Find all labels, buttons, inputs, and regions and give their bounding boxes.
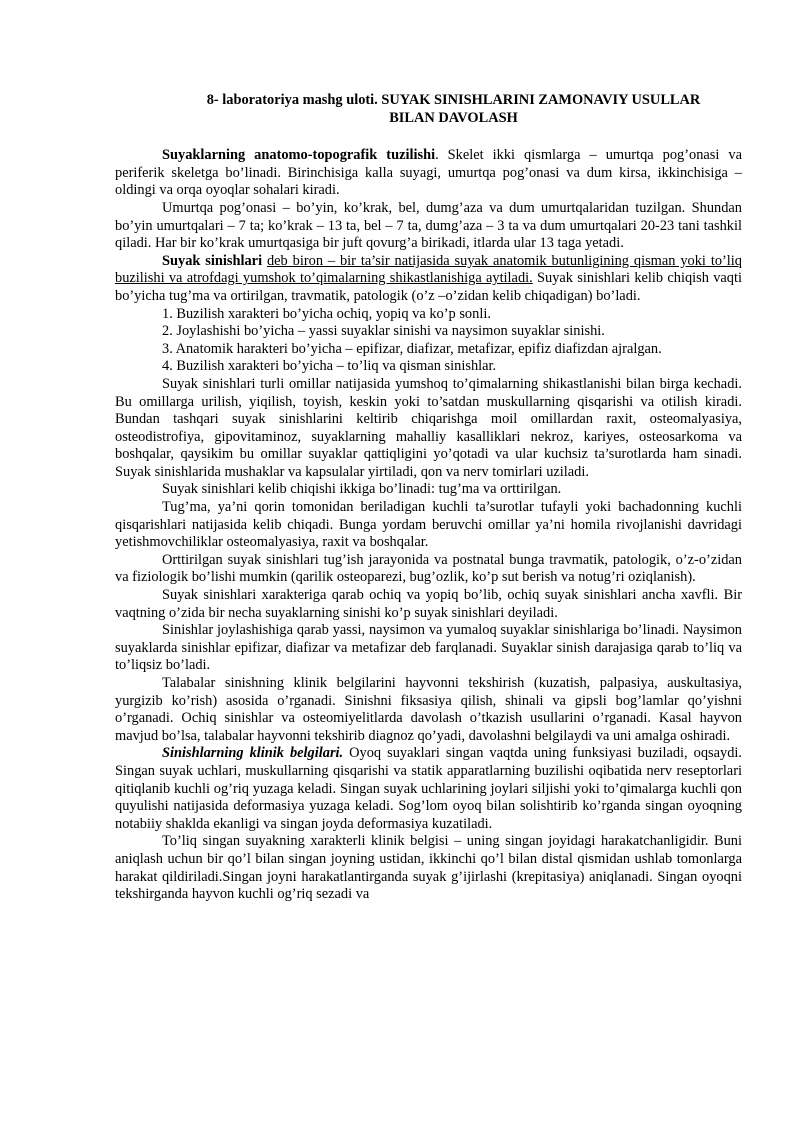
paragraph-acquired: Orttirilgan suyak sinishlari tug’ish jarayonida va postnatal bunga travmatik, patologik, o’z-o’zidan va fiziologik bo’lishi mumkin (qarilik osteoparezi, bug’ozlik, ko’p sut berish va notug’ri oziqlanish). [115, 551, 742, 586]
paragraph-text: . Skelet ikki qismlarga – umurtqa pog’onasi va periferik skeletga bo’linadi. Birinchisiga kalla suyagi, umurtqa pog’onasi va dum kirsa, ikkinchisiga – oldingi va orqa oyoqlar sohalari kiradi. [115, 147, 742, 199]
paragraph-fracture-definition [115, 253, 742, 306]
paragraph-heading: Sinishlarning klinik belgilari. [162, 745, 344, 762]
paragraph-origin: Suyak sinishlari kelib chiqishi ikkiga bo’linadi: tug’ma va orttirilgan. [162, 481, 562, 498]
paragraph-open-closed: Suyak sinishlari xarakteriga qarab ochiq va yopiq bo’lib, ochiq suyak sinishlari ancha xavfli. Bir vaqtning o’zida bir necha suyaklarning sinishi ko’p suyak sinishlari deyiladi. [115, 587, 742, 621]
list-item: 4. Buzilish xarakteri bo’yicha – to’liq va qisman sinishlar. [162, 358, 497, 375]
paragraph-text: Suyak sinishlari kelib chiqish vaqti bo’yicha tug’ma va ortirilgan, travmatik, patologik (o’z –o’zidan kelib chiqadigan) bo’ladi. [115, 270, 742, 304]
document-title [115, 92, 742, 127]
paragraph-anatomy [115, 147, 742, 200]
paragraph-heading: Suyaklarning anatomo-topografik tuzilishi [162, 147, 436, 164]
list-item: 3. Anatomik harakteri bo’yicha – epifizar, diafizar, metafizar, epifiz diafizdan ajralgan. [162, 340, 662, 357]
paragraph-congenital: Tug’ma, ya’ni qorin tomonidan beriladigan kuchli ta’surotlar tufayli yoki bachadonning kuchli qisqarishlari natijasida kelib chiqadi. Bunga yordam beruvchi omillar ya’ni homila rivojlanishi davridagi yetishmovchiliklar osteomalyasiya, raxit va boshqalar. [115, 499, 742, 551]
paragraph-students: Talabalar sinishning klinik belgilarini hayvonni tekshirish (kuzatish, palpasiya, auskultasiya, yurgizib ko’rish) asosida o’rganadi. Sinishni fiksasiya qilish, shinali va gipsli bog’lamlar qo’yishni o’rganadi. Ochiq sinishlar va osteomiyelitlarda davolash o’tkazish usullarini o’rganadi. Kasal hayvon mavjud bo’lsa, talabalar hayvonni tekshirib diagnoz qo’yadi, davolashni belgilaydi va uni amalga oshiradi. [115, 675, 742, 744]
list-item: 2. Joylashishi bo’yicha – yassi suyaklar sinishi va naysimon suyaklar sinishi. [162, 323, 605, 340]
paragraph-text: Oyoq suyaklari singan vaqtda uning funksiyasi buziladi, oqsaydi. Singan suyak uchlari, muskullarning qisqarishi va statik apparatlarning buzilishi oqibatida nerv reseptorlari qitiqlanib kuchli og’riq yuzaga keladi. Singan suyak uchlarining joylari siljishi yoki to’qimalarga kuchli qon quyulishi natijasida deformasiya yuzaga keladi. Sog’lom oyoq bilan solishtirib ko’rganda singan oyoqning notabiiy shaklda ekanligi va singan joyda deformasiya kuzatiladi. [115, 745, 742, 832]
paragraph-heading: Suyak sinishlari [162, 252, 263, 269]
underlined-definition: deb biron – bir ta’sir natijasida suyak anatomik butunligining qisman yoki to’liq buzilishi va atrofdagi yumshok to’qimalarning shikastlanishiga aytiladi. [115, 252, 742, 287]
list-item: 1. Buzilish xarakteri bo’yicha ochiq, yopiq va ko’p sonli. [162, 305, 491, 322]
paragraph-spine: Umurtqa pog’onasi – bo’yin, ko’krak, bel, dumg’aza va dum umurtqalaridan tuzilgan. Shundan bo’yin umurtqalari – 7 ta; ko’krak – 13 ta, bel – 7 ta, dumg’aza – 3 ta va dum umurtqalari 20-23 tani tashkil qiladi. Har bir ko’krak umurtqasiga bir juft qovurg’a birikadi, itlarda ular 13 taga yetadi. [115, 199, 742, 252]
title-line-1: 8- laboratoriya mashg uloti. SUYAK SINISHLARINI ZAMONAVIY USULLAR [206, 92, 701, 108]
title-line-2: BILAN DAVOLASH [389, 109, 518, 126]
paragraph-mobility: To’liq singan suyakning xarakterli klinik belgisi – uning singan joyidagi harakatchanligidir. Buni aniqlash uchun bir qo’l bilan singan joyning ustidan, ikkinchi qo’l bilan distal qismidan ushlab tomonlarga harakat qildiriladi.Singan joyni harakatlantirganda suyak g’ijirlashi (krepitasiya) aniqlanadi. Singan oyoqni tekshirganda hayvon kuchli og’riq sezadi va [115, 833, 742, 903]
paragraph-clinical-signs [115, 745, 742, 833]
paragraph-causes: Suyak sinishlari turli omillar natijasida yumshoq to’qimalarning shikastlanishi bilan birga kechadi. Bu omillarga urilish, yiqilish, toyish, keskin yoki to’satdan muskullarning qisqarishi va otilish kiradi. Bundan tashqari suyak sinishlarini keltirib chiqarishga moil omillardan raxit, osteomalyasiya, osteodistrofiya, gipovitaminoz, suyaklarning mahalliy kasalliklari nekroz, kariyes, osteosarkoma va boshqalar, qaysikim bu omillar suyaklar qattiqligini yo’qotadi va ular kuchsiz ta’surotlarda ham sinadi. Suyak sinishlarida mushaklar va kapsulalar yirtiladi, qon va nerv tomirlari uziladi. [115, 375, 742, 480]
document-page [115, 92, 742, 904]
paragraph-location: Sinishlar joylashishiga qarab yassi, naysimon va yumaloq suyaklar sinishlariga bo’linadi. Naysimon suyaklarda sinishlar epifizar, diafizar va metafizar deb farqlanadi. Suyaklar sinish darajasiga qarab to’liq va to’liqsiz bo’ladi. [115, 622, 742, 674]
